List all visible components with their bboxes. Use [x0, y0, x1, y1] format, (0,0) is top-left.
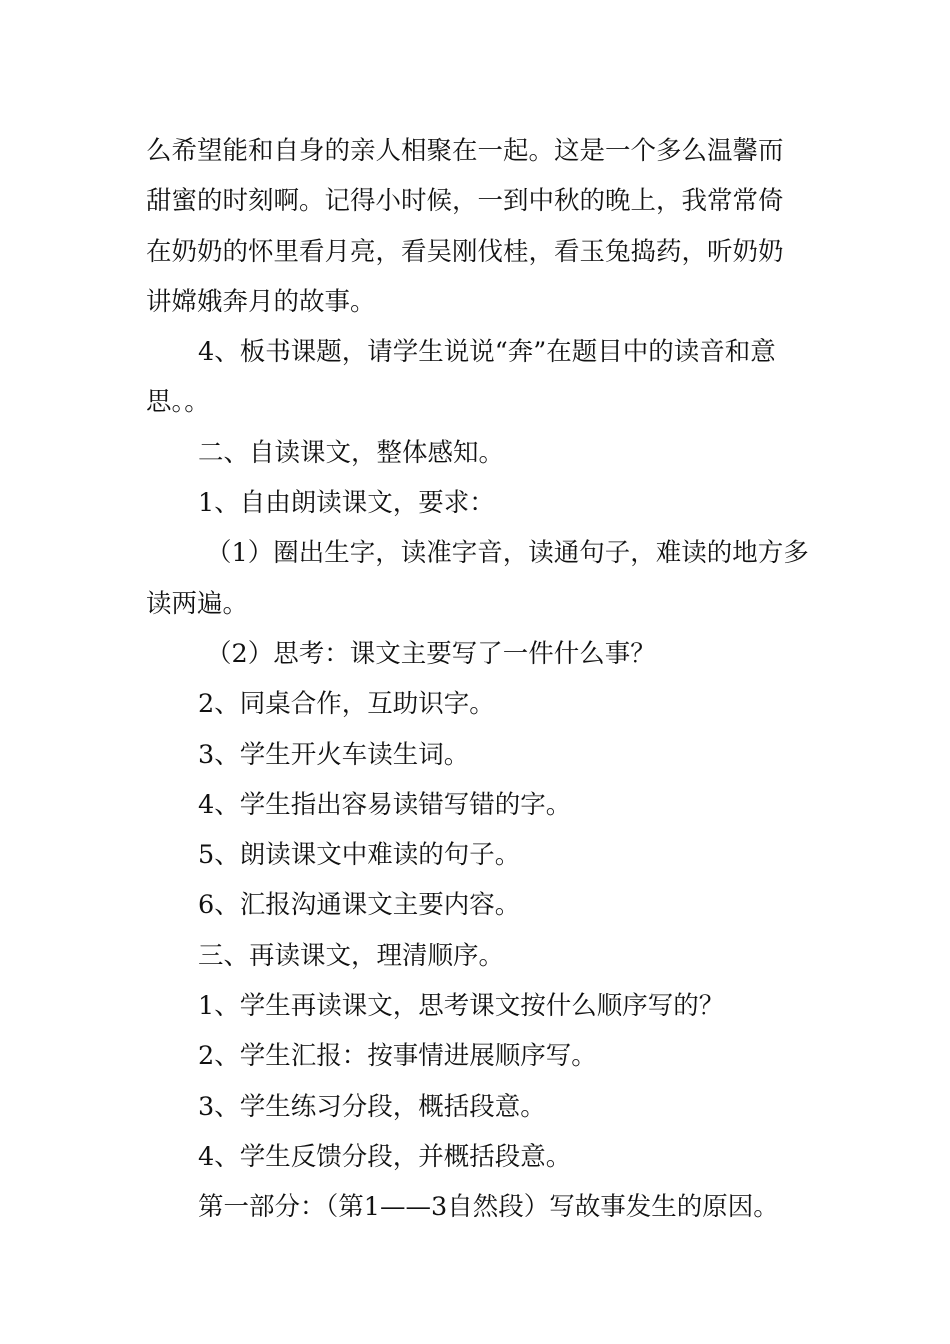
- paragraph-line: 4、板书课题，请学生说说“奔”在题目中的读音和意: [198, 337, 776, 368]
- paragraph-line: 么希望能和自身的亲人相聚在一起。这是一个多么温馨而: [146, 136, 784, 166]
- list-item: 3、学生练习分段，概括段意。: [198, 1091, 546, 1122]
- section-heading: 三、再读课文，理清顺序。: [198, 940, 505, 971]
- list-item: 2、同桌合作，互助识字。: [198, 689, 495, 720]
- list-item: 1、学生再读课文，思考课文按什么顺序写的？: [198, 991, 725, 1022]
- list-item: 4、学生指出容易读错写错的字。: [198, 789, 572, 820]
- section-heading: 二、自读课文，整体感知。: [198, 437, 505, 468]
- paragraph-line: 在奶奶的怀里看月亮，看吴刚伐桂，看玉兔捣药，听奶奶: [146, 236, 784, 267]
- paragraph-line: 甜蜜的时刻啊。记得小时候，一到中秋的晚上，我常常倚: [146, 186, 784, 217]
- list-item: 4、学生反馈分段，并概括段意。: [198, 1141, 572, 1172]
- list-item: （1）圈出生字，读准字音，读通句子，难读的地方多: [206, 538, 809, 569]
- list-item: 1、自由朗读课文，要求：: [198, 488, 495, 519]
- list-item: 2、学生汇报：按事情进展顺序写。: [198, 1041, 597, 1072]
- paragraph-line: 思。。: [146, 387, 210, 418]
- list-item: 6、汇报沟通课文主要内容。: [198, 890, 521, 921]
- document-body: [146, 126, 816, 1233]
- paragraph-line: 讲嫦娥奔月的故事。: [146, 286, 376, 317]
- list-item: 5、朗读课文中难读的句子。: [198, 840, 521, 871]
- list-item: 3、学生开火车读生词。: [198, 739, 470, 770]
- list-item: （2）思考：课文主要写了一件什么事？: [206, 638, 656, 669]
- paragraph-line: 第一部分：（第1——3自然段）写故事发生的原因。: [198, 1192, 779, 1223]
- paragraph-line: 读两遍。: [146, 588, 249, 619]
